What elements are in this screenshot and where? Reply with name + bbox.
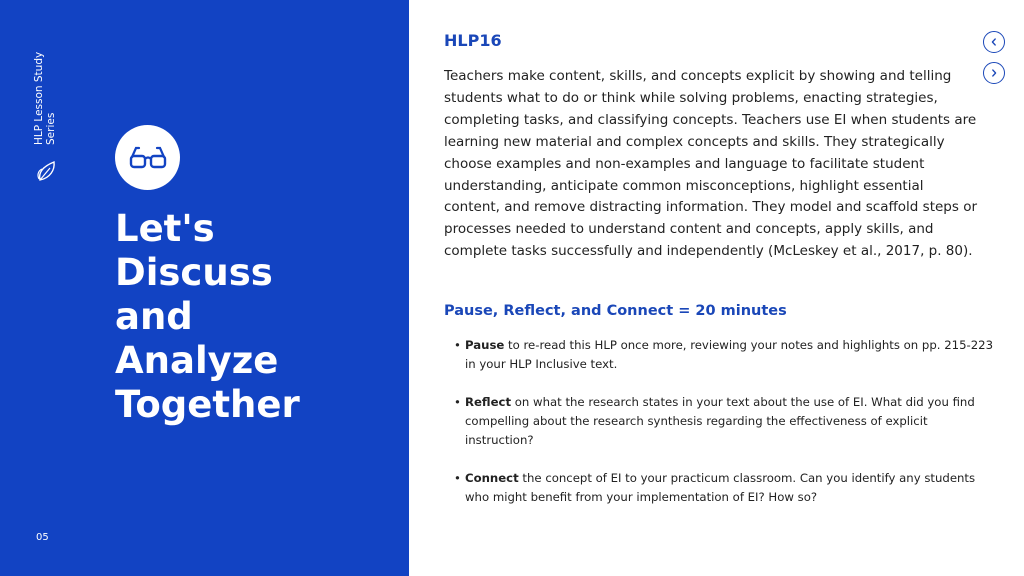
title-line: Together xyxy=(115,383,300,426)
hlp-heading: HLP16 xyxy=(444,31,502,50)
sidebar-panel xyxy=(0,0,409,576)
chevron-right-icon xyxy=(989,68,999,78)
bullet-text: to re-read this HLP once more, reviewing your notes and highlights on pp. 215-223 in your HLP Inclusive text. xyxy=(465,338,994,371)
bullet-item xyxy=(454,469,994,507)
glasses-icon xyxy=(128,143,168,173)
page-number: 05 xyxy=(36,532,49,543)
bullet-list xyxy=(454,336,994,526)
chevron-left-icon xyxy=(989,37,999,47)
title-line: Analyze xyxy=(115,339,279,382)
title-line: Let's xyxy=(115,207,215,250)
content-panel xyxy=(409,0,1024,576)
series-label: HLP Lesson Study Series xyxy=(33,51,57,145)
leaf-icon xyxy=(36,158,58,184)
glasses-badge xyxy=(115,125,180,190)
bullet-keyword: Connect xyxy=(465,471,519,485)
bullet-text: the concept of EI to your practicum classroom. Can you identify any students who might benefit from your implementation of EI? How so? xyxy=(465,471,976,504)
bullet-item xyxy=(454,393,994,450)
section-heading: Pause, Reflect, and Connect = 20 minutes xyxy=(444,303,787,319)
bullet-item xyxy=(454,336,994,374)
previous-slide-button[interactable] xyxy=(983,31,1005,53)
bullet-keyword: Reflect xyxy=(465,395,512,409)
bullet-keyword: Pause xyxy=(465,338,505,352)
title-line: and xyxy=(115,295,193,338)
slide-title xyxy=(115,207,395,427)
bullet-text: on what the research states in your text about the use of EI. What did you find compelling about the research synthesis regarding the effectiveness of explicit instruction? xyxy=(465,395,975,447)
intro-paragraph: Teachers make content, skills, and concepts explicit by showing and telling students what to do or think while solving problems, enacting strategies, completing tasks, and classifying concepts. Teachers use EI when students are learning new material and complex concepts and skills. They strategically choose examples and non-examples and language to facilitate student understanding, anticipate common misconceptions, highlight essential content, and remove distracting information. They model and scaffold steps or processes needed to understand content and concepts, apply skills, and complete tasks successfully and independently (McLeskey et al., 2017, p. 80). xyxy=(444,68,978,260)
title-line: Discuss xyxy=(115,251,273,294)
next-slide-button[interactable] xyxy=(983,62,1005,84)
